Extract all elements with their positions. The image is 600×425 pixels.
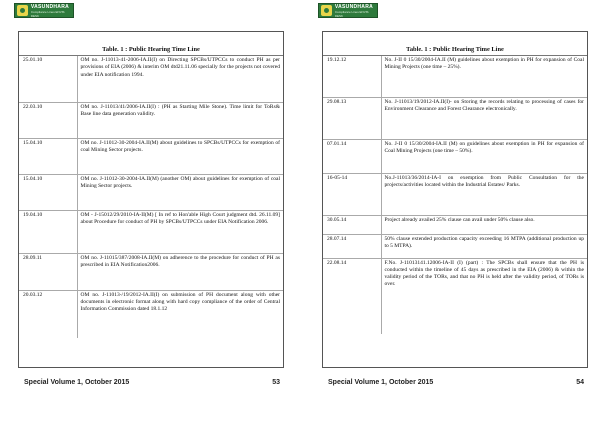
row-date: 25.01.10 (19, 56, 77, 102)
row-description: OM no. J-11012-30-2004-IA.II(M) about guidelines to SPCBs/UTPCCs for exemption of coal Mining Sector projects. (77, 138, 283, 174)
table-row (19, 290, 283, 338)
row-description: F.No. J-11013141.12006-IA-II (I) (part) : The SPCBs shall ensure that the PH is conducted within the timeline of 45 days as prescribed in the EIA (2006) & within the validity period of the TORs, and that no PH is held after the validity period, of TORs is over. (384, 259, 584, 288)
brand-tagline: Compliance Lines ENVIS DESK (30, 9, 65, 18)
timeline-table (19, 32, 283, 338)
table-row (19, 102, 283, 138)
timeline-rows (19, 56, 283, 338)
row-date: 20.03.12 (19, 290, 77, 338)
row-description: OM - J-15012/29/2010-IA-II(M) [ In ref to Hon'able High Court judgment dtd. 26.11.09] about Procedure for conduct of PH by SPCBs/UTPCCs under EIA Notification 2006. (77, 210, 283, 253)
row-description: No. J-11013/19/2012-IA.II(I)- on Storing the records relating to processing of cases for Environment Clearance and Forest Clearance electronically. (381, 97, 587, 139)
table-row (19, 210, 283, 253)
table-row (323, 97, 587, 139)
row-date: 28.07.14 (323, 234, 381, 258)
table-title: Table. 1 : Public Hearing Time Line (323, 32, 587, 56)
timeline-frame (18, 31, 284, 368)
table-row (323, 139, 587, 173)
brand-name: VASUNDHARA (334, 3, 374, 10)
row-description: No.J-11013/36/2014-IA-I on exemption from Public Consultation for the projects/activities located within the Industrial Estates/ Parks. (381, 173, 587, 215)
page-footer (328, 379, 584, 386)
row-description: OM no. J-11012-30-2004-IA.II(M) (another OM) about guidelines for exemption of coal Mining Sector projects. (77, 174, 283, 210)
table-row (323, 215, 587, 234)
page-number: 53 (272, 379, 280, 386)
row-date: 15.04.10 (19, 174, 77, 210)
row-description: OM no. J-11013-/19/2012-IA.II(I) on submission of PH document along with other documents in electronic format along with hard copy compliance of the order of Central Information Commission dated 18.1.12 (80, 291, 280, 313)
timeline-table (323, 32, 587, 334)
row-date: 19.04.10 (19, 210, 77, 253)
row-date: 16-05-14 (323, 173, 381, 215)
row-description: No. J-II 0 15/30/2004-IA.II (M) guidelines about exemption in PH for expansion of Coal Mining Projects (one time – 25%). (381, 56, 587, 97)
vasundhara-logo (14, 3, 74, 18)
row-date: 22.08.14 (323, 258, 381, 334)
footer-volume: Special Volume 1, October 2015 (328, 379, 434, 386)
brand-name: VASUNDHARA (30, 3, 70, 10)
table-row (19, 253, 283, 290)
row-description: Project already availed 25% clause can avail under 50% clause also. (381, 215, 587, 234)
leaf-icon (321, 5, 332, 16)
page-footer (24, 379, 280, 386)
leaf-icon (17, 5, 28, 16)
table-row (323, 173, 587, 215)
row-description: 50% clause extended production capacity exceeding 16 MTPA (additional production up to 5 MTPA). (381, 234, 587, 258)
row-date: 07.01.14 (323, 139, 381, 173)
table-title: Table. 1 : Public Hearing Time Line (19, 32, 283, 56)
row-date: 15.04.10 (19, 138, 77, 174)
table-row (19, 138, 283, 174)
row-date: 28.09.11 (19, 253, 77, 290)
row-description: OM no. J-11013-41-2006-IA.II(I) on Directing SPCBs/UTPCCs to conduct PH as per provisions of EIA (2006) & interim OM dtd21.11.06 specially for the projects not covered under EIA notification 1994. (77, 56, 283, 102)
row-date: 19.12.12 (323, 56, 381, 97)
table-row (19, 174, 283, 210)
row-date: 30.05.14 (323, 215, 381, 234)
timeline-frame (322, 31, 588, 368)
row-date: 22.03.10 (19, 102, 77, 138)
row-description: OM no. J-11015/387/2008-IA.II(M) on adherence to the procedure for conduct of PH as prescribed in EIA Notification2006. (77, 253, 283, 290)
footer-volume: Special Volume 1, October 2015 (24, 379, 130, 386)
vasundhara-logo (318, 3, 378, 18)
page-53 (4, 0, 288, 425)
row-date: 29.08.13 (323, 97, 381, 139)
table-row (323, 234, 587, 258)
row-description: No. J-II 0 15/30/2004-IA.II (M) on guidelines about exemption in PH for expansion of Coal Mining Projects (one time – 50%). (381, 139, 587, 173)
timeline-rows (323, 56, 587, 334)
row-description: OM no. J-11013/41/2006-IA.II(I) : (PH as Starting Mile Stone). Time limit for ToRs& Base line data generation validity. (77, 102, 283, 138)
page-54 (308, 0, 592, 425)
table-row (19, 56, 283, 102)
table-row (323, 56, 587, 97)
brand-tagline: Compliance Lines ENVIS DESK (334, 9, 369, 18)
page-number: 54 (576, 379, 584, 386)
table-row (323, 258, 587, 334)
